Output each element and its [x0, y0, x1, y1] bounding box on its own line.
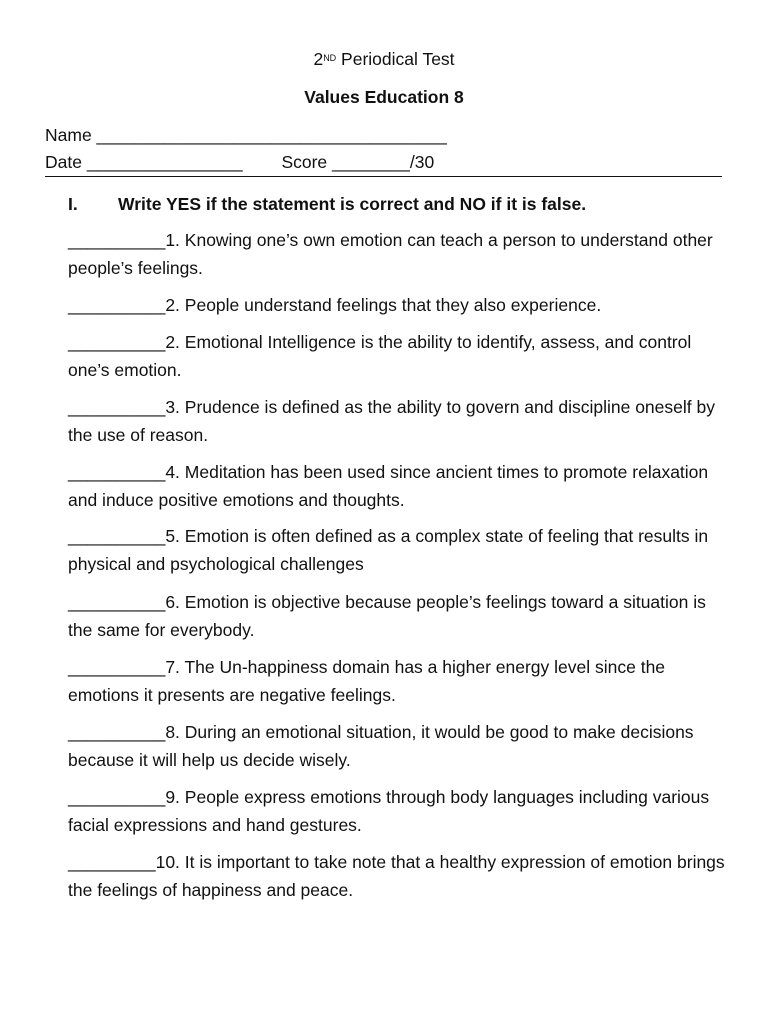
question-item: __________2. Emotional Intelligence is the ability to identify, assess, and control one’s emotion. — [68, 332, 692, 380]
question-item: __________4. Meditation has been used since ancient times to promote relaxation and induce positive emotions and thoughts. — [68, 462, 709, 510]
name-field: Name ____________________________________ — [45, 125, 447, 145]
section-instruction — [68, 193, 586, 215]
question-item: __________3. Prudence is defined as the ability to govern and discipline oneself by the use of reason. — [68, 397, 715, 445]
question-item: __________9. People express emotions through body languages including various facial expressions and hand gestures. — [68, 787, 710, 835]
question-item: __________2. People understand feelings that they also experience. — [68, 295, 602, 315]
question-item: __________1. Knowing one’s own emotion can teach a person to understand other people’s feelings. — [68, 230, 713, 278]
section-number: I. — [68, 194, 78, 214]
title-superscript: ND — [323, 53, 337, 63]
instruction-text: Write YES if the statement is correct and NO if it is false. — [118, 194, 587, 214]
title-prefix: 2 — [313, 49, 324, 69]
question-item: __________8. During an emotional situation, it would be good to make decisions because it will help us decide wisely. — [68, 722, 694, 770]
question-item: __________5. Emotion is often defined as a complex state of feeling that results in physical and psychological challenges — [68, 526, 709, 574]
question-item: _________10. It is important to take note that a healthy expression of emotion brings the feelings of happiness and peace. — [68, 852, 725, 900]
question-item: __________6. Emotion is objective because people’s feelings toward a situation is the same for everybody. — [68, 592, 706, 640]
question-item: __________7. The Un-happiness domain has a higher energy level since the emotions it presents are negative feelings. — [68, 657, 666, 705]
title-rest: Periodical Test — [336, 49, 455, 69]
header-divider — [45, 176, 722, 177]
date-score-field: Date ________________ Score ________/30 — [45, 152, 435, 172]
page-title — [0, 48, 768, 70]
subject-title: Values Education 8 — [304, 87, 464, 107]
